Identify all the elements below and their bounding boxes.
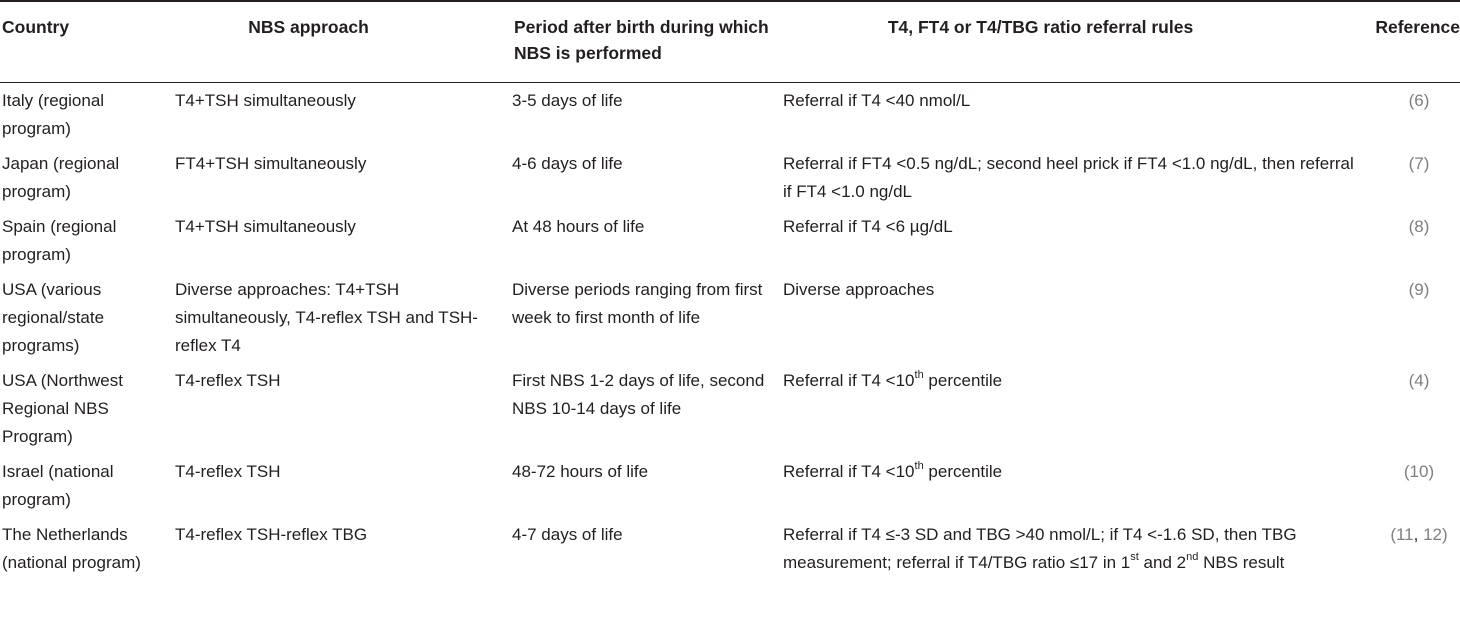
table-row: [0, 148, 1460, 211]
cell-rules: [783, 365, 1358, 456]
header-period: Period after birth during which NBS is performed: [512, 1, 783, 83]
cell-approach: T4-reflex TSH-reflex TBG: [175, 525, 368, 544]
cell-rules: Referral if T4 <40 nmol/L: [783, 91, 971, 110]
table-row: [0, 274, 1460, 365]
table-header: [0, 1, 1460, 83]
cell-rules: Diverse approaches: [783, 280, 935, 299]
cell-reference-link[interactable]: (4): [1408, 371, 1430, 390]
rules-text: Referral if T4 ≤-3 SD and TBG >40 nmol/L; if T4 <-1.6 SD, then TBG measurement; referral if T4/TBG ratio ≤17 in 1: [783, 525, 1297, 572]
cell-approach: T4+TSH simultaneously: [175, 217, 356, 236]
rules-text: Referral if T4 <10: [783, 371, 915, 390]
rules-text: percentile: [923, 371, 1003, 390]
cell-country: Spain (regional program): [2, 217, 117, 264]
cell-country: Israel (national program): [2, 462, 114, 509]
cell-approach: T4-reflex TSH: [175, 462, 281, 481]
cell-period: Diverse periods ranging from first week to first month of life: [512, 280, 763, 327]
reference-link[interactable]: 12): [1423, 525, 1448, 544]
ordinal-suffix: th: [914, 369, 924, 382]
cell-country: Italy (regional program): [2, 91, 105, 138]
table-row: [0, 211, 1460, 274]
table-row: [0, 83, 1460, 149]
header-nbs-approach: NBS approach: [175, 1, 512, 83]
header-country: Country: [0, 1, 175, 83]
rules-text: NBS result: [1198, 553, 1285, 572]
cell-rules: [783, 519, 1358, 582]
rules-text: and 2: [1138, 553, 1187, 572]
header-reference: Reference: [1358, 1, 1460, 83]
cell-approach: T4-reflex TSH: [175, 371, 281, 390]
cell-period: 4-7 days of life: [512, 525, 623, 544]
ordinal-suffix: nd: [1186, 551, 1199, 564]
cell-rules: [783, 456, 1358, 519]
cell-approach: FT4+TSH simultaneously: [175, 154, 367, 173]
cell-approach: T4+TSH simultaneously: [175, 91, 356, 110]
reference-link[interactable]: (11: [1390, 525, 1414, 544]
rules-text: percentile: [923, 462, 1003, 481]
cell-rules: Referral if FT4 <0.5 ng/dL; second heel prick if FT4 <1.0 ng/dL, then referral if FT4 <1.0 ng/dL: [783, 154, 1354, 201]
cell-rules: Referral if T4 <6 µg/dL: [783, 217, 953, 236]
cell-reference-link[interactable]: (6): [1408, 91, 1430, 110]
cell-reference-link[interactable]: (8): [1408, 217, 1430, 236]
rules-text: Referral if T4 <10: [783, 462, 915, 481]
cell-period: At 48 hours of life: [512, 217, 645, 236]
table-row: [0, 456, 1460, 519]
ordinal-suffix: st: [1130, 551, 1139, 564]
reference-separator: ,: [1413, 525, 1424, 544]
cell-period: 3-5 days of life: [512, 91, 623, 110]
table-row: [0, 365, 1460, 456]
cell-country: USA (Northwest Regional NBS Program): [2, 371, 123, 446]
cell-period: First NBS 1-2 days of life, second NBS 10-14 days of life: [512, 371, 765, 418]
cell-country: USA (various regional/state programs): [2, 280, 105, 355]
header-row: [0, 1, 1460, 83]
cell-country: Japan (regional program): [2, 154, 120, 201]
table-body: [0, 83, 1460, 583]
cell-approach: Diverse approaches: T4+TSH simultaneously, T4-reflex TSH and TSH-reflex T4: [175, 280, 478, 355]
cell-reference-link[interactable]: (9): [1408, 280, 1430, 299]
cell-reference-link[interactable]: (7): [1408, 154, 1430, 173]
cell-period: 48-72 hours of life: [512, 462, 649, 481]
header-referral-rules: T4, FT4 or T4/TBG ratio referral rules: [783, 1, 1358, 83]
cell-country: The Netherlands (national program): [2, 525, 141, 572]
cell-reference: [1358, 519, 1460, 582]
cell-period: 4-6 days of life: [512, 154, 623, 173]
table-row: [0, 519, 1460, 582]
ordinal-suffix: th: [914, 460, 924, 473]
cell-reference-link[interactable]: (10): [1403, 462, 1435, 481]
